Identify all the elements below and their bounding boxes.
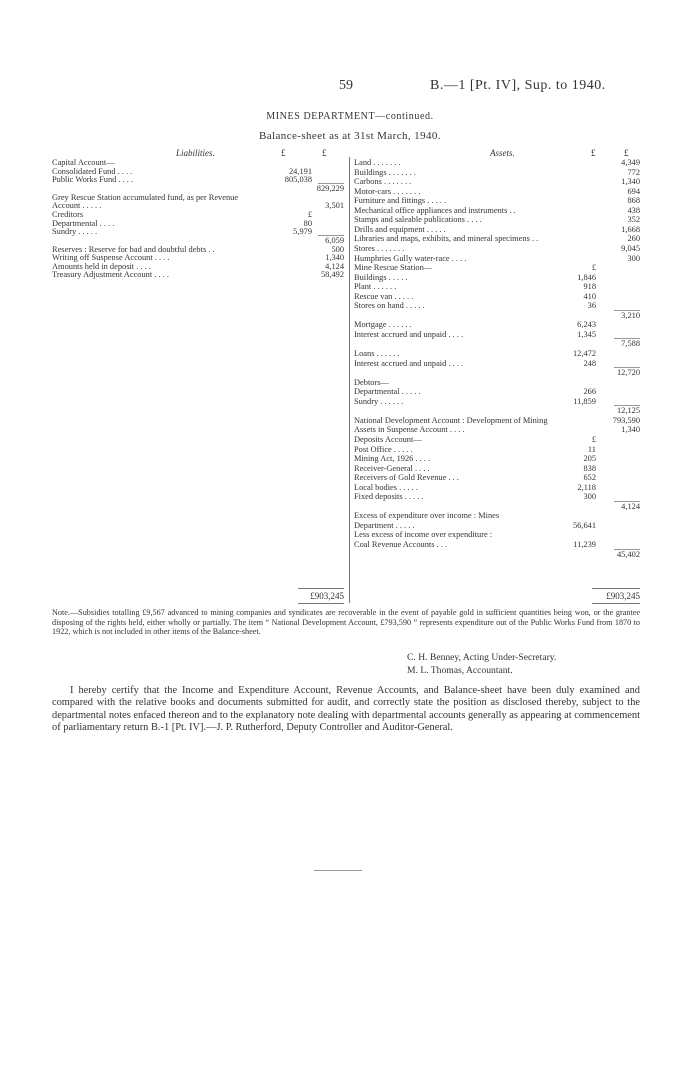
asset-row-amount: 918	[583, 282, 596, 292]
asset-row-amount: 652	[583, 473, 596, 483]
asset-row-amount: 11	[587, 444, 596, 454]
liability-row-subtotal: 829,229	[316, 183, 344, 193]
asset-row-label: Drills and equipment . . . . .	[354, 224, 446, 234]
asset-row-label: Fixed deposits . . . . .	[354, 492, 424, 502]
asset-row-amount: 12,472	[572, 349, 596, 358]
asset-row-subtotal: 868	[627, 196, 640, 206]
asset-row-label: Rescue van . . . . .	[354, 291, 414, 301]
asset-row	[354, 215, 640, 224]
asset-row	[354, 502, 640, 511]
liability-row-amount: 24,191	[288, 166, 312, 176]
liability-row	[52, 210, 344, 219]
asset-row-subtotal: 45,402	[616, 549, 640, 559]
liability-row-label: Creditors	[52, 209, 84, 219]
asset-row	[354, 540, 640, 549]
asset-row-amount: 838	[583, 463, 596, 473]
asset-row-label: Mining Act, 1926 . . . .	[354, 454, 431, 464]
asset-row-subtotal: 1,340	[621, 177, 640, 187]
liability-row-subtotal: 3,501	[325, 201, 344, 211]
asset-row-subtotal: 3,210	[621, 310, 640, 320]
asset-row-label: National Development Account : Development of Mining	[354, 415, 548, 425]
liability-row	[52, 175, 344, 184]
department-title: MINES DEPARTMENT—continued.	[266, 111, 434, 122]
asset-row-amount: 56,641	[572, 520, 596, 530]
asset-row	[354, 206, 640, 215]
liability-row	[52, 193, 344, 202]
liability-row	[52, 262, 344, 271]
asset-row-label: Receiver-General . . . .	[354, 463, 430, 473]
asset-row-label: Libraries and maps, exhibits, and mineral specimens . .	[354, 234, 539, 244]
liability-row-label: Writing off Suspense Account . . . .	[52, 253, 170, 263]
asset-row	[354, 320, 640, 329]
asset-row-subtotal: 300	[627, 253, 640, 263]
asset-row	[354, 196, 640, 205]
liability-row	[52, 253, 344, 262]
asset-row-amount: £	[591, 434, 596, 444]
page-number: 59	[339, 78, 353, 93]
asset-row-subtotal: 12,720	[616, 368, 640, 378]
asset-row-label: Humphries Gully water-race . . . .	[354, 253, 467, 263]
asset-row-amount: 36	[587, 301, 596, 311]
asset-row-label: Motor-cars . . . . . . .	[354, 186, 421, 196]
asset-row	[354, 425, 640, 434]
liability-row-amount: 5,979	[293, 227, 312, 237]
liability-row	[52, 219, 344, 228]
audit-certificate: I hereby certify that the Income and Expenditure Account, Revenue Accounts, and Balance-sheet have been duly examined and compared with the relative books and documents submitted for audit, and correctly state the position as disclosed thereby, subject to the departmental notes enfaced thereon and to the explanatory note dealing with departmental accounts generally as appearing at commencement of parliamentary return B.-1 [Pt. IV].—J. P. Rutherford, Deputy Controller and Auditor-General.	[52, 685, 640, 734]
assets-col-head-1: £	[591, 148, 596, 158]
signature-accountant: M. L. Thomas, Accountant.	[407, 665, 513, 676]
asset-row-subtotal: 4,124	[621, 501, 640, 511]
asset-row-amount: £	[591, 263, 596, 273]
assets-total: £903,245	[606, 591, 640, 601]
asset-row-subtotal: 438	[627, 205, 640, 215]
assets-col-head-2: £	[624, 148, 629, 158]
asset-row-label: Land . . . . . . .	[354, 158, 401, 167]
asset-row-amount: 6,243	[577, 320, 596, 330]
liability-row-label: Consolidated Fund . . . .	[52, 166, 133, 176]
asset-row-amount: 11,859	[573, 396, 596, 406]
asset-row-amount: 300	[583, 492, 596, 502]
liabilities-total: £903,245	[310, 591, 344, 601]
asset-row	[354, 225, 640, 234]
asset-row-label: Stamps and saleable publications . . . .	[354, 215, 482, 225]
asset-row	[354, 464, 640, 473]
asset-row-label: Buildings . . . . . . .	[354, 167, 416, 177]
asset-row-label: Stores . . . . . . .	[354, 243, 405, 253]
asset-row	[354, 158, 640, 167]
asset-row-subtotal: 793,590	[612, 415, 640, 425]
asset-row	[354, 511, 640, 520]
liability-row-amount: £	[307, 209, 312, 219]
asset-row-label: Departmental . . . . .	[354, 387, 421, 397]
asset-row-label: Coal Revenue Accounts . . .	[354, 540, 448, 549]
asset-row-subtotal: 12,125	[616, 406, 640, 416]
asset-row-label: Carbons . . . . . . .	[354, 177, 412, 187]
liability-row	[52, 236, 344, 245]
asset-row-label: Loans . . . . . .	[354, 349, 400, 358]
asset-row-label: Interest accrued and unpaid . . . .	[354, 358, 464, 368]
asset-row-label: Post Office . . . . .	[354, 444, 413, 454]
asset-row	[354, 273, 640, 282]
asset-row-label: Mechanical office appliances and instruments . .	[354, 205, 516, 215]
asset-row	[354, 445, 640, 454]
liability-row-label: Sundry . . . . .	[52, 227, 98, 237]
assets-total-rule-top	[592, 588, 640, 589]
asset-row	[354, 282, 640, 291]
asset-row	[354, 530, 640, 539]
asset-row	[354, 311, 640, 320]
asset-row-amount: 266	[583, 387, 596, 397]
liabilities-total-rule-top	[298, 588, 344, 589]
column-divider	[349, 157, 350, 603]
liability-row	[52, 158, 344, 167]
liability-row-label: Public Works Fund . . . .	[52, 175, 134, 185]
asset-row	[354, 406, 640, 415]
liability-row-amount: 805,038	[284, 175, 312, 185]
asset-row	[354, 263, 640, 272]
asset-row	[354, 550, 640, 559]
asset-row-label: Deposits Account—	[354, 434, 422, 444]
asset-row	[354, 177, 640, 186]
asset-row-label: Department . . . . .	[354, 520, 415, 530]
liability-row	[52, 270, 344, 279]
asset-row-label: Buildings . . . . .	[354, 272, 408, 282]
liabilities-col-head-2: £	[322, 148, 327, 158]
liability-row-label: Grey Rescue Station accumulated fund, as per Revenue	[52, 192, 239, 202]
asset-row-amount: 205	[583, 454, 596, 464]
asset-row	[354, 254, 640, 263]
asset-row-amount: 1,846	[577, 272, 596, 282]
asset-row-subtotal: 9,045	[621, 243, 640, 253]
liability-row-subtotal: 1,340	[325, 253, 344, 263]
liability-row-subtotal: 58,492	[320, 270, 344, 280]
asset-row-label: Receivers of Gold Revenue . . .	[354, 473, 459, 483]
asset-row-amount: 2,118	[577, 482, 596, 492]
asset-row-subtotal: 7,588	[621, 339, 640, 349]
liability-row	[52, 184, 344, 193]
liability-row-label: Reserves : Reserve for bad and doubtful debts . .	[52, 244, 215, 254]
report-reference: B.—1 [Pt. IV], Sup. to 1940.	[430, 78, 606, 93]
asset-row	[354, 435, 640, 444]
asset-row	[354, 234, 640, 243]
liability-row-subtotal: 6,059	[325, 235, 344, 245]
asset-row-label: Less excess of income over expenditure :	[354, 530, 493, 540]
liability-row-label: Capital Account—	[52, 158, 115, 167]
asset-row-subtotal: 1,668	[621, 224, 640, 234]
asset-row-label: Interest accrued and unpaid . . . .	[354, 329, 464, 339]
asset-row	[354, 330, 640, 339]
end-rule	[314, 870, 362, 871]
liability-row-subtotal: 4,124	[325, 261, 344, 271]
asset-row-label: Sundry . . . . . .	[354, 396, 404, 406]
asset-row-label: Assets in Suspense Account . . . .	[354, 425, 465, 435]
asset-row-label: Mine Rescue Station—	[354, 263, 433, 273]
liability-row-subtotal: 500	[331, 244, 344, 254]
asset-row-label: Excess of expenditure over income : Mines	[354, 511, 500, 521]
liability-row-amount: 80	[303, 218, 312, 228]
asset-row	[354, 397, 640, 406]
asset-row	[354, 378, 640, 387]
asset-row	[354, 492, 640, 501]
liability-row	[52, 227, 344, 236]
asset-row	[354, 187, 640, 196]
asset-row-subtotal: 694	[627, 186, 640, 196]
assets-total-rule-bottom	[592, 603, 640, 604]
liabilities-col-head-1: £	[281, 148, 286, 158]
balance-sheet-title: Balance-sheet as at 31st March, 1940.	[259, 130, 441, 142]
liabilities-total-rule-bottom	[298, 603, 344, 604]
asset-row-amount: 410	[583, 291, 596, 301]
liability-row	[52, 201, 344, 210]
asset-row-amount: 11,239	[573, 540, 596, 549]
asset-row-amount: 248	[583, 358, 596, 368]
asset-row-subtotal: 1,340	[621, 425, 640, 435]
asset-row-label: Local bodies . . . . .	[354, 482, 418, 492]
liability-row	[52, 245, 344, 254]
liability-row-label: Treasury Adjustment Account . . . .	[52, 270, 169, 280]
liability-row-label: Account . . . . .	[52, 201, 102, 211]
asset-row-subtotal: 260	[627, 234, 640, 244]
asset-row	[354, 483, 640, 492]
asset-row-subtotal: 4,349	[621, 158, 640, 167]
asset-row	[354, 387, 640, 396]
asset-row-label: Mortgage . . . . . .	[354, 320, 412, 330]
asset-row	[354, 368, 640, 377]
asset-row	[354, 473, 640, 482]
asset-row-label: Plant . . . . . .	[354, 282, 397, 292]
signature-under-secretary: C. H. Benney, Acting Under-Secretary.	[407, 652, 557, 663]
asset-row-label: Furniture and fittings . . . . .	[354, 196, 447, 206]
asset-row	[354, 339, 640, 348]
liability-row-label: Departmental . . . .	[52, 218, 115, 228]
asset-row	[354, 454, 640, 463]
asset-row-amount: 1,345	[577, 329, 596, 339]
asset-row	[354, 301, 640, 310]
asset-row	[354, 359, 640, 368]
balance-sheet-note: Note.—Subsidies totalling £9,567 advanced to mining companies and syndicates are recoverable in the event of payable gold in sufficient quantities being won, or the grantee disposing of the rights held, either wholly or partially. The item “ National Development Account, £793,590 ” represents expenditure out of the Public Works Fund from 1870 to 1922, which is not included in other items of the Balance-sheet.	[52, 608, 640, 637]
asset-row-subtotal: 772	[627, 167, 640, 177]
asset-row	[354, 244, 640, 253]
asset-row-label: Debtors—	[354, 377, 389, 387]
liability-row-label: Amounts held in deposit . . . .	[52, 261, 151, 271]
asset-row	[354, 292, 640, 301]
asset-row	[354, 349, 640, 358]
asset-row	[354, 168, 640, 177]
liability-row	[52, 167, 344, 176]
asset-row-label: Stores on hand . . . . .	[354, 301, 425, 311]
assets-caption: Assets.	[490, 148, 515, 158]
asset-row-subtotal: 352	[627, 215, 640, 225]
asset-row	[354, 416, 640, 425]
liabilities-caption: Liabilities.	[176, 148, 215, 158]
asset-row	[354, 521, 640, 530]
